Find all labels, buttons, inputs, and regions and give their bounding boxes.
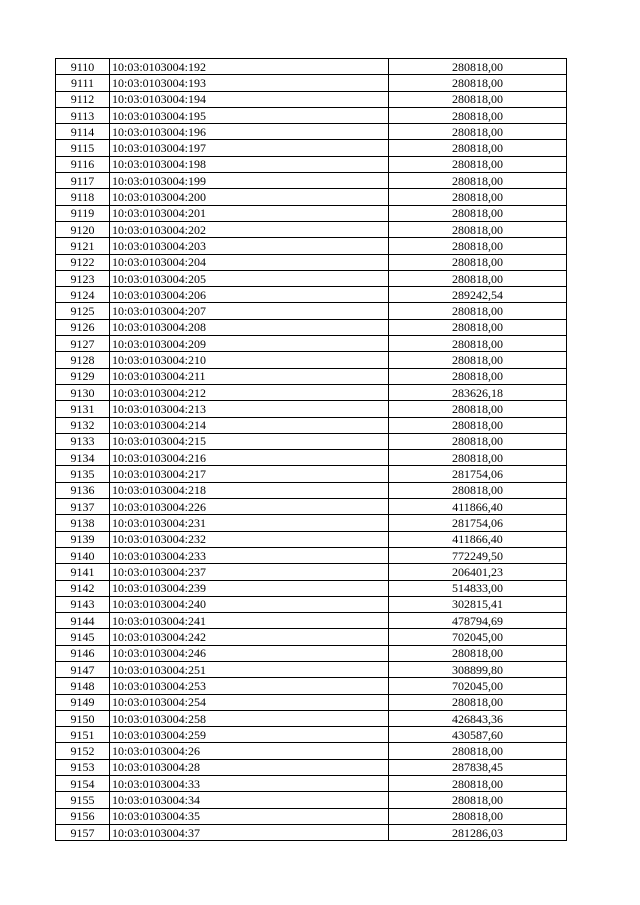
row-number-cell: 9156 — [56, 808, 110, 824]
row-number-cell: 9133 — [56, 433, 110, 449]
cadastral-number-cell: 10:03:0103004:204 — [110, 254, 389, 270]
row-number-cell: 9150 — [56, 710, 110, 726]
row-number-cell: 9137 — [56, 499, 110, 515]
value-cell: 430587,60 — [389, 727, 567, 743]
table-row — [56, 319, 567, 335]
value-cell: 280818,00 — [389, 776, 567, 792]
value-cell: 287838,45 — [389, 759, 567, 775]
row-number-cell: 9135 — [56, 466, 110, 482]
table-row — [56, 238, 567, 254]
cadastral-number-cell: 10:03:0103004:214 — [110, 417, 389, 433]
value-cell: 283626,18 — [389, 384, 567, 400]
table-row — [56, 270, 567, 286]
table-row — [56, 189, 567, 205]
cadastral-number-cell: 10:03:0103004:207 — [110, 303, 389, 319]
cadastral-number-cell: 10:03:0103004:205 — [110, 270, 389, 286]
row-number-cell: 9124 — [56, 287, 110, 303]
cadastral-number-cell: 10:03:0103004:217 — [110, 466, 389, 482]
row-number-cell: 9120 — [56, 221, 110, 237]
value-cell: 280818,00 — [389, 433, 567, 449]
value-cell: 280818,00 — [389, 189, 567, 205]
table-row — [56, 678, 567, 694]
row-number-cell: 9111 — [56, 75, 110, 91]
cadastral-number-cell: 10:03:0103004:192 — [110, 59, 389, 75]
cadastral-number-cell: 10:03:0103004:212 — [110, 384, 389, 400]
row-number-cell: 9134 — [56, 450, 110, 466]
table-row — [56, 91, 567, 107]
row-number-cell: 9152 — [56, 743, 110, 759]
cadastral-number-cell: 10:03:0103004:202 — [110, 221, 389, 237]
cadastral-number-cell: 10:03:0103004:26 — [110, 743, 389, 759]
cadastral-number-cell: 10:03:0103004:35 — [110, 808, 389, 824]
cadastral-number-cell: 10:03:0103004:208 — [110, 319, 389, 335]
cadastral-number-cell: 10:03:0103004:199 — [110, 173, 389, 189]
cadastral-number-cell: 10:03:0103004:231 — [110, 515, 389, 531]
table-row — [56, 710, 567, 726]
value-cell: 478794,69 — [389, 613, 567, 629]
table-row — [56, 336, 567, 352]
cadastral-number-cell: 10:03:0103004:242 — [110, 629, 389, 645]
cadastral-number-cell: 10:03:0103004:194 — [110, 91, 389, 107]
value-cell: 280818,00 — [389, 352, 567, 368]
value-cell: 281754,06 — [389, 515, 567, 531]
row-number-cell: 9117 — [56, 173, 110, 189]
value-cell: 281286,03 — [389, 824, 567, 840]
cadastral-number-cell: 10:03:0103004:258 — [110, 710, 389, 726]
table-row — [56, 824, 567, 840]
value-cell: 280818,00 — [389, 59, 567, 75]
cadastral-number-cell: 10:03:0103004:218 — [110, 482, 389, 498]
row-number-cell: 9126 — [56, 319, 110, 335]
table-row — [56, 352, 567, 368]
table-row — [56, 580, 567, 596]
table-row — [56, 482, 567, 498]
value-cell: 280818,00 — [389, 221, 567, 237]
row-number-cell: 9125 — [56, 303, 110, 319]
value-cell: 280818,00 — [389, 156, 567, 172]
table-row — [56, 124, 567, 140]
row-number-cell: 9127 — [56, 336, 110, 352]
cadastral-number-cell: 10:03:0103004:237 — [110, 564, 389, 580]
table-row — [56, 417, 567, 433]
value-cell: 289242,54 — [389, 287, 567, 303]
value-cell: 411866,40 — [389, 531, 567, 547]
cadastral-number-cell: 10:03:0103004:211 — [110, 368, 389, 384]
table-row — [56, 792, 567, 808]
cadastral-number-cell: 10:03:0103004:209 — [110, 336, 389, 352]
table-row — [56, 401, 567, 417]
table-body — [56, 59, 567, 841]
cadastral-number-cell: 10:03:0103004:259 — [110, 727, 389, 743]
table-row — [56, 564, 567, 580]
value-cell: 280818,00 — [389, 336, 567, 352]
cadastral-number-cell: 10:03:0103004:33 — [110, 776, 389, 792]
table-row — [56, 645, 567, 661]
row-number-cell: 9155 — [56, 792, 110, 808]
table-row — [56, 107, 567, 123]
cadastral-number-cell: 10:03:0103004:246 — [110, 645, 389, 661]
table-row — [56, 384, 567, 400]
row-number-cell: 9142 — [56, 580, 110, 596]
row-number-cell: 9157 — [56, 824, 110, 840]
value-cell: 280818,00 — [389, 808, 567, 824]
value-cell: 280818,00 — [389, 743, 567, 759]
cadastral-number-cell: 10:03:0103004:203 — [110, 238, 389, 254]
value-cell: 302815,41 — [389, 596, 567, 612]
value-cell: 280818,00 — [389, 417, 567, 433]
cadastral-number-cell: 10:03:0103004:253 — [110, 678, 389, 694]
row-number-cell: 9143 — [56, 596, 110, 612]
row-number-cell: 9128 — [56, 352, 110, 368]
cadastral-number-cell: 10:03:0103004:206 — [110, 287, 389, 303]
value-cell: 426843,36 — [389, 710, 567, 726]
value-cell: 280818,00 — [389, 140, 567, 156]
cadastral-number-cell: 10:03:0103004:34 — [110, 792, 389, 808]
row-number-cell: 9140 — [56, 547, 110, 563]
value-cell: 280818,00 — [389, 694, 567, 710]
table-row — [56, 368, 567, 384]
row-number-cell: 9119 — [56, 205, 110, 221]
value-cell: 280818,00 — [389, 254, 567, 270]
cadastral-number-cell: 10:03:0103004:200 — [110, 189, 389, 205]
cadastral-number-cell: 10:03:0103004:239 — [110, 580, 389, 596]
cadastral-number-cell: 10:03:0103004:226 — [110, 499, 389, 515]
value-cell: 280818,00 — [389, 368, 567, 384]
table-row — [56, 433, 567, 449]
table-row — [56, 499, 567, 515]
value-cell: 308899,80 — [389, 661, 567, 677]
value-cell: 280818,00 — [389, 482, 567, 498]
value-cell: 280818,00 — [389, 792, 567, 808]
table-row — [56, 75, 567, 91]
row-number-cell: 9131 — [56, 401, 110, 417]
value-cell: 280818,00 — [389, 238, 567, 254]
value-cell: 280818,00 — [389, 645, 567, 661]
cadastral-number-cell: 10:03:0103004:215 — [110, 433, 389, 449]
value-cell: 702045,00 — [389, 629, 567, 645]
table-row — [56, 59, 567, 75]
cadastral-number-cell: 10:03:0103004:213 — [110, 401, 389, 417]
cadastral-number-cell: 10:03:0103004:37 — [110, 824, 389, 840]
cadastral-number-cell: 10:03:0103004:197 — [110, 140, 389, 156]
table-row — [56, 156, 567, 172]
value-cell: 280818,00 — [389, 107, 567, 123]
row-number-cell: 9136 — [56, 482, 110, 498]
row-number-cell: 9110 — [56, 59, 110, 75]
row-number-cell: 9139 — [56, 531, 110, 547]
table-row — [56, 759, 567, 775]
value-cell: 702045,00 — [389, 678, 567, 694]
table-row — [56, 727, 567, 743]
table-row — [56, 661, 567, 677]
table-row — [56, 694, 567, 710]
table-row — [56, 140, 567, 156]
cadastral-number-cell: 10:03:0103004:216 — [110, 450, 389, 466]
table-row — [56, 596, 567, 612]
row-number-cell: 9149 — [56, 694, 110, 710]
value-cell: 280818,00 — [389, 173, 567, 189]
value-cell: 280818,00 — [389, 450, 567, 466]
row-number-cell: 9114 — [56, 124, 110, 140]
table-row — [56, 221, 567, 237]
cadastral-number-cell: 10:03:0103004:240 — [110, 596, 389, 612]
row-number-cell: 9121 — [56, 238, 110, 254]
value-cell: 280818,00 — [389, 401, 567, 417]
row-number-cell: 9112 — [56, 91, 110, 107]
row-number-cell: 9146 — [56, 645, 110, 661]
cadastral-number-cell: 10:03:0103004:232 — [110, 531, 389, 547]
table-row — [56, 776, 567, 792]
table-row — [56, 531, 567, 547]
row-number-cell: 9141 — [56, 564, 110, 580]
value-cell: 281754,06 — [389, 466, 567, 482]
value-cell: 280818,00 — [389, 270, 567, 286]
table-row — [56, 287, 567, 303]
cadastral-number-cell: 10:03:0103004:254 — [110, 694, 389, 710]
value-cell: 280818,00 — [389, 319, 567, 335]
table-row — [56, 254, 567, 270]
row-number-cell: 9154 — [56, 776, 110, 792]
table-row — [56, 515, 567, 531]
row-number-cell: 9132 — [56, 417, 110, 433]
row-number-cell: 9138 — [56, 515, 110, 531]
table-row — [56, 466, 567, 482]
row-number-cell: 9148 — [56, 678, 110, 694]
cadastral-number-cell: 10:03:0103004:233 — [110, 547, 389, 563]
table-row — [56, 173, 567, 189]
row-number-cell: 9113 — [56, 107, 110, 123]
table-row — [56, 547, 567, 563]
value-cell: 280818,00 — [389, 124, 567, 140]
cadastral-number-cell: 10:03:0103004:196 — [110, 124, 389, 140]
row-number-cell: 9123 — [56, 270, 110, 286]
table-row — [56, 205, 567, 221]
table-row — [56, 629, 567, 645]
cadastral-number-cell: 10:03:0103004:195 — [110, 107, 389, 123]
row-number-cell: 9116 — [56, 156, 110, 172]
row-number-cell: 9151 — [56, 727, 110, 743]
table-row — [56, 743, 567, 759]
value-cell: 280818,00 — [389, 75, 567, 91]
cadastral-number-cell: 10:03:0103004:193 — [110, 75, 389, 91]
cadastral-value-table — [55, 58, 567, 841]
value-cell: 280818,00 — [389, 91, 567, 107]
cadastral-number-cell: 10:03:0103004:198 — [110, 156, 389, 172]
row-number-cell: 9145 — [56, 629, 110, 645]
row-number-cell: 9122 — [56, 254, 110, 270]
value-cell: 514833,00 — [389, 580, 567, 596]
table-row — [56, 613, 567, 629]
value-cell: 280818,00 — [389, 205, 567, 221]
table-row — [56, 450, 567, 466]
cadastral-number-cell: 10:03:0103004:210 — [110, 352, 389, 368]
cadastral-number-cell: 10:03:0103004:28 — [110, 759, 389, 775]
row-number-cell: 9147 — [56, 661, 110, 677]
value-cell: 206401,23 — [389, 564, 567, 580]
row-number-cell: 9118 — [56, 189, 110, 205]
row-number-cell: 9130 — [56, 384, 110, 400]
cadastral-number-cell: 10:03:0103004:251 — [110, 661, 389, 677]
value-cell: 411866,40 — [389, 499, 567, 515]
row-number-cell: 9144 — [56, 613, 110, 629]
row-number-cell: 9115 — [56, 140, 110, 156]
cadastral-number-cell: 10:03:0103004:241 — [110, 613, 389, 629]
table-row — [56, 303, 567, 319]
value-cell: 772249,50 — [389, 547, 567, 563]
row-number-cell: 9153 — [56, 759, 110, 775]
row-number-cell: 9129 — [56, 368, 110, 384]
table-row — [56, 808, 567, 824]
value-cell: 280818,00 — [389, 303, 567, 319]
cadastral-number-cell: 10:03:0103004:201 — [110, 205, 389, 221]
